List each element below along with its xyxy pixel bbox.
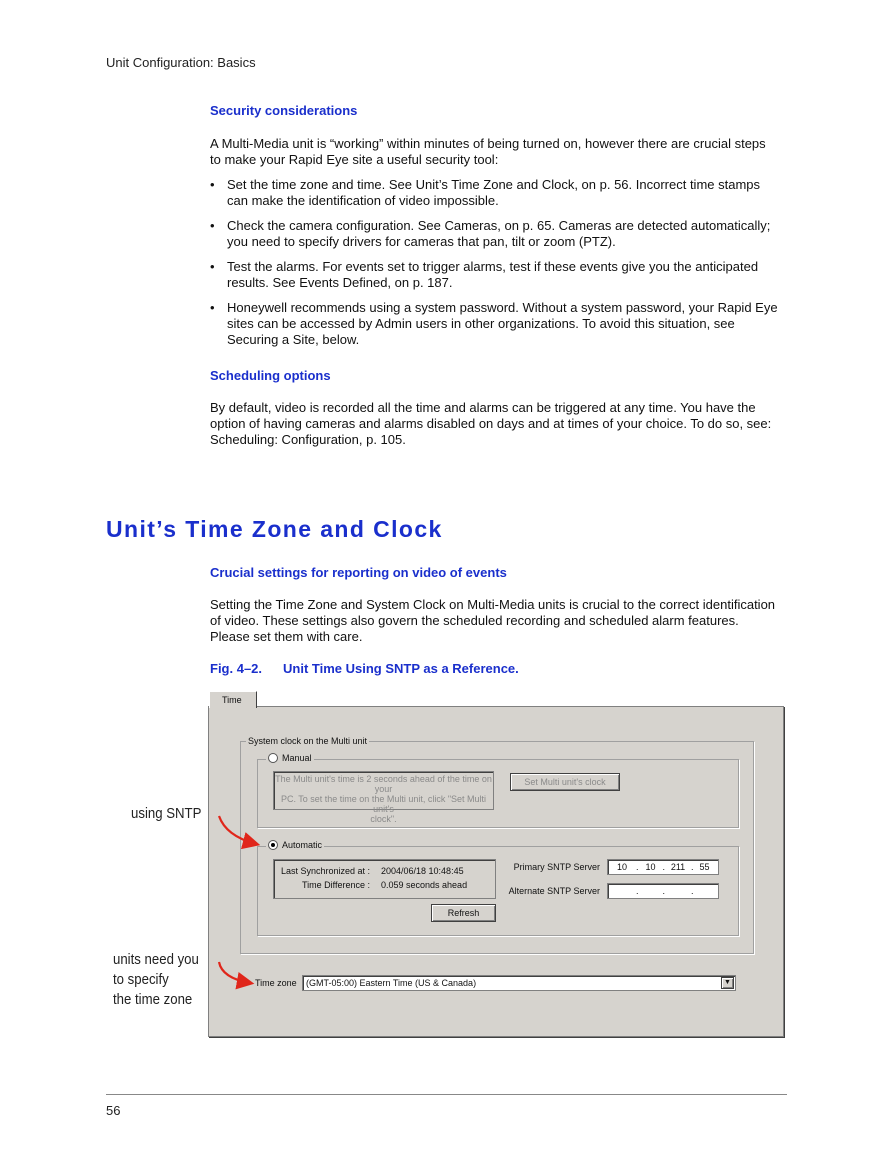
security-intro-line: A Multi-Media unit is “working” within minutes of being turned on, however there are crucial steps (210, 136, 766, 151)
set-clock-button[interactable]: Set Multi unit's clock (510, 773, 620, 791)
footer-divider (106, 1094, 787, 1095)
section-subheading: Crucial settings for reporting on video of events (210, 565, 507, 580)
page-number: 56 (106, 1103, 121, 1118)
bullet-line: • Honeywell recommends using a system password. Without a system password, your Rapid Eye (227, 300, 778, 315)
ip-octet: 55 (699, 862, 710, 872)
running-header: Unit Configuration: Basics (106, 55, 256, 70)
annotation-line: units need you (113, 951, 199, 968)
section-title: Unit’s Time Zone and Clock (106, 516, 443, 542)
paragraph-line: By default, video is recorded all the time and alarms can be triggered at any time. You have the (210, 400, 756, 415)
automatic-label: Automatic (282, 840, 323, 850)
ip-octet: 211 (670, 862, 686, 872)
bullet-line: • Check the camera configuration. See Cameras, on p. 65. Cameras are detected automatically; (227, 218, 771, 233)
paragraph-line: of video. These settings also govern the scheduled recording and scheduled alarm features. (210, 613, 739, 628)
timezone-value: (GMT-05:00) Eastern Time (US & Canada) (306, 978, 477, 988)
figure-caption-text: Unit Time Using SNTP as a Reference. (283, 661, 519, 676)
arrow-to-automatic-icon (219, 816, 256, 844)
bullet-line: • Set the time zone and time. See Unit’s Time Zone and Clock, on p. 56. Incorrect time stamps (227, 177, 761, 192)
paragraph-line: Scheduling: Configuration, p. 105. (210, 432, 406, 447)
manual-label: Manual (282, 753, 312, 763)
figure-number: Fig. 4–2. (210, 661, 263, 676)
last-sync-label: Last Synchronized at : (280, 866, 370, 876)
bullet-line: you need to specify drivers for cameras that pan, tilt or zoom (PTZ). (227, 234, 616, 249)
manual-info-line: clock". (370, 814, 397, 824)
bullet-line: Securing a Site, below. (227, 332, 360, 347)
bullet-line: can make the identification of video impossible. (227, 193, 499, 208)
tab-time[interactable]: Time (209, 691, 257, 708)
primary-sntp-field[interactable]: 10 . 10 . 211 . 55 (607, 859, 719, 875)
paragraph-line: option of having cameras and alarms disabled on days and at times of your choice. To do so, see: (210, 416, 772, 431)
ip-octet: 10 (616, 862, 627, 872)
security-heading: Security considerations (210, 103, 358, 118)
last-sync-value: 2004/06/18 10:48:45 (381, 866, 464, 876)
paragraph-line: Please set them with care. (210, 629, 363, 644)
system-clock-group-label: System clock on the Multi unit (248, 736, 368, 746)
paragraph-line: Setting the Time Zone and System Clock on Multi-Media units is crucial to the correct identification (210, 597, 776, 612)
bullet-line: sites can be accessed by Admin users in other organizations. To avoid this situation, see (227, 316, 735, 331)
annotation-line: to specify (113, 971, 169, 988)
time-diff-label: Time Difference : (301, 880, 370, 890)
annotation-sntp: using SNTP (131, 805, 202, 822)
chevron-down-icon[interactable]: ▼ (721, 977, 734, 989)
alternate-sntp-field[interactable]: . . . (607, 883, 719, 899)
time-diff-value: 0.059 seconds ahead (381, 880, 468, 890)
primary-sntp-label: Primary SNTP Server (513, 862, 600, 872)
alternate-sntp-label: Alternate SNTP Server (508, 886, 600, 896)
bullet-line: results. See Events Defined, on p. 187. (227, 275, 453, 290)
security-intro-line: to make your Rapid Eye site a useful security tool: (210, 152, 499, 167)
refresh-button[interactable]: Refresh (431, 904, 496, 922)
timezone-label: Time zone (255, 978, 297, 988)
manual-info-line: PC. To set the time on the Multi unit, click "Set Multi unit's (280, 794, 487, 814)
ip-octet: 10 (645, 862, 656, 872)
arrow-to-timezone-icon (219, 962, 250, 983)
annotation-line: the time zone (113, 991, 193, 1008)
manual-info-line: The Multi unit's time is 2 seconds ahead of the time on your (275, 774, 492, 794)
bullet-line: • Test the alarms. For events set to trigger alarms, test if these events give you the anticipated (227, 259, 759, 274)
scheduling-heading: Scheduling options (210, 368, 331, 383)
